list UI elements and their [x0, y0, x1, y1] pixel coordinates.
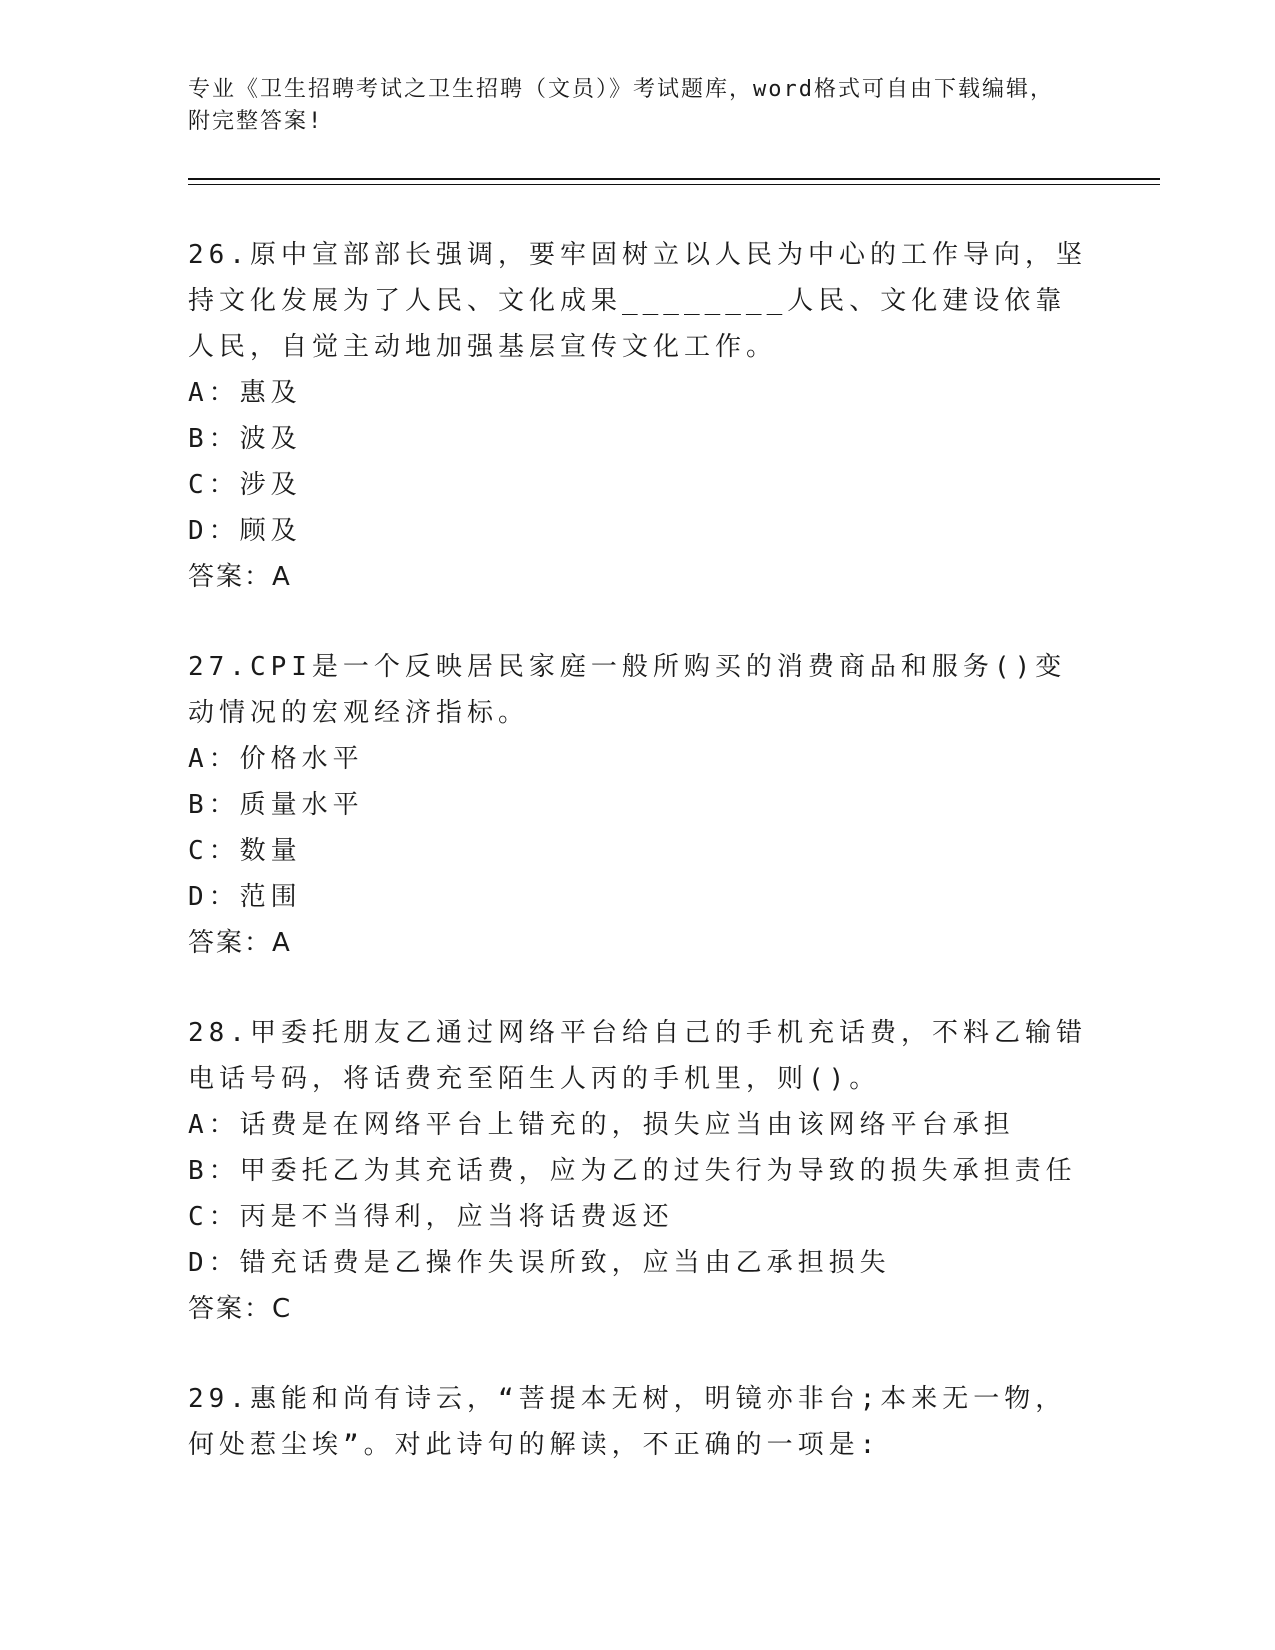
option-b: B：甲委托乙为其充话费，应为乙的过失行为导致的损失承担责任	[188, 1156, 1077, 1186]
question-list	[188, 232, 1088, 1468]
question-29	[188, 1376, 1088, 1468]
option-d: D：顾及	[188, 516, 302, 546]
option-d: D：范围	[188, 882, 302, 912]
question-27	[188, 644, 1088, 966]
question-28	[188, 1010, 1088, 1332]
question-stem: 28.甲委托朋友乙通过网络平台给自己的手机充话费，不料乙输错电话号码，将话费充至陌生人丙的手机里，则()。	[188, 1018, 1087, 1094]
option-c: C：数量	[188, 836, 302, 866]
question-26	[188, 232, 1088, 600]
question-stem: 29.惠能和尚有诗云，“菩提本无树，明镜亦非台;本来无一物，何处惹尘埃”。对此诗句的解读，不正确的一项是:	[188, 1384, 1067, 1460]
document-header: 专业《卫生招聘考试之卫生招聘（文员）》考试题库，word格式可自由下载编辑，附完整答案!	[188, 77, 1054, 134]
question-stem: 26.原中宣部部长强调，要牢固树立以人民为中心的工作导向，坚持文化发展为了人民、文化成果________人民、文化建设依靠人民，自觉主动地加强基层宣传文化工作。	[188, 240, 1087, 362]
option-d: D：错充话费是乙操作失误所致，应当由乙承担损失	[188, 1248, 891, 1278]
answer: 答案：C	[188, 1294, 293, 1324]
option-a: A：惠及	[188, 378, 302, 408]
question-stem: 27.CPI是一个反映居民家庭一般所购买的消费商品和服务()变动情况的宏观经济指标。	[188, 652, 1067, 728]
option-a: A：话费是在网络平台上错充的，损失应当由该网络平台承担	[188, 1110, 1015, 1140]
option-c: C：涉及	[188, 470, 302, 500]
answer: 答案：A	[188, 562, 292, 592]
option-b: B：质量水平	[188, 790, 364, 820]
option-b: B：波及	[188, 424, 302, 454]
header-divider	[188, 178, 1160, 185]
option-a: A：价格水平	[188, 744, 364, 774]
answer: 答案：A	[188, 928, 292, 958]
option-c: C：丙是不当得利，应当将话费返还	[188, 1202, 674, 1232]
